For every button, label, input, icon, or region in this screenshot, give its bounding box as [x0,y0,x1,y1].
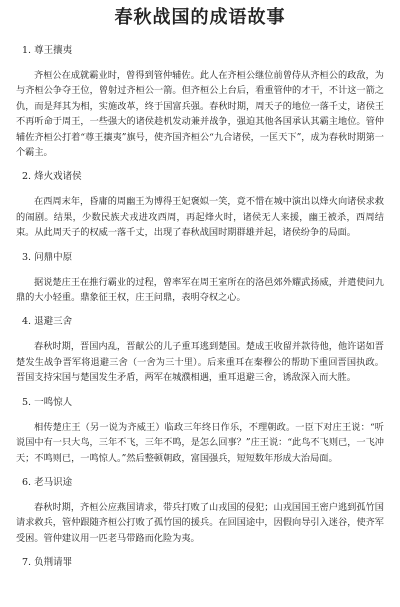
document-title: 春秋战国的成语故事 [114,7,286,28]
section-7 [16,556,384,570]
section-paragraph: 齐桓公在成就霸业时，曾得到管仲辅佐。此人在齐桓公继位前曾侍从齐桓公的政敌，为与齐桓公争夺王位，曾射过齐桓公一箭。但齐桓公上台后，看重管仲的才干，不计这一箭之仇，而是拜其为相，实施改革，终于国富兵强。春秋时期，周天子的地位一落千丈，诸侯王不再听命于周王，一些强大的诸侯趁机发动兼并战争，强迫其他各国承认其霸主地位。管仲辅佐齐桓公打着“尊王攘夷”旗号，使齐国齐桓公“九合诸侯，一匡天下”，成为春秋时期第一个霸主。 [16,70,384,159]
section-heading: 1. 尊王攘夷 [22,45,73,56]
section-paragraph: 春秋时期，晋国内乱，晋献公的儿子重耳逃到楚国。楚成王收留并款待他，他许诺如晋楚发生战争晋军将退避三舍（一舍为三十里）。后来重耳在秦穆公的帮助下重回晋国执政。晋国支持宋国与楚国发生矛盾，两军在城濮相遇，重耳退避三舍，诱敌深入而大胜。 [16,341,384,384]
section-heading: 2. 烽火戏诸侯 [22,171,82,183]
section-heading: 6. 老马识途 [22,476,73,488]
section-heading: 3. 问鼎中原 [22,251,73,263]
section-paragraph: 据说楚庄王在推行霸业的过程，曾率军在周王室所在的洛邑郊外耀武扬威，并遣使问九鼎的大小轻重。鼎象征王权，庄王问鼎，表明夺权之心。 [16,276,384,304]
section-paragraph: 在西周末年，昏庸的周幽王为博得王妃褒姒一笑，竟不惜在城中演出以烽火向诸侯求救的闹剧。结果，少数民族犬戎进攻西周，再起烽火时，诸侯无人来援，幽王被杀，西周结束。从此周天子的权威一落千丈，出现了春秋战国时期群雄并起，诸侯纷争的局面。 [16,196,384,239]
section-2 [16,170,384,240]
section-3 [16,251,384,306]
section-heading: 7. 负荆请罪 [22,557,73,569]
section-1 [16,44,384,160]
section-heading: 5. 一鸣惊人 [22,396,73,408]
section-4 [16,315,384,385]
section-heading: 4. 退避三舍 [22,316,73,328]
section-5 [16,396,384,466]
section-6 [16,476,384,546]
section-paragraph: 春秋时期，齐桓公应燕国请求，带兵打败了山戎国的侵犯；山戎国国王密户逃到孤竹国请求救兵，管仲跟随齐桓公打败了孤竹国的援兵。在回国途中，因假向导引入迷谷，使齐军受困。管仲建议用一匹老马带路而化险为夷。 [16,501,384,544]
section-paragraph: 相传楚庄王（另一说为齐威王）临政三年终日作乐，不理朝政。一臣下对庄王说：“听说国中有一只大鸟，三年不飞，三年不鸣，是怎么回事？”庄王说：“此鸟不飞则已，一飞冲天；不鸣则已，一鸣惊人。”然后整顿朝政，富国强兵，短短数年形成大治局面。 [16,421,384,464]
